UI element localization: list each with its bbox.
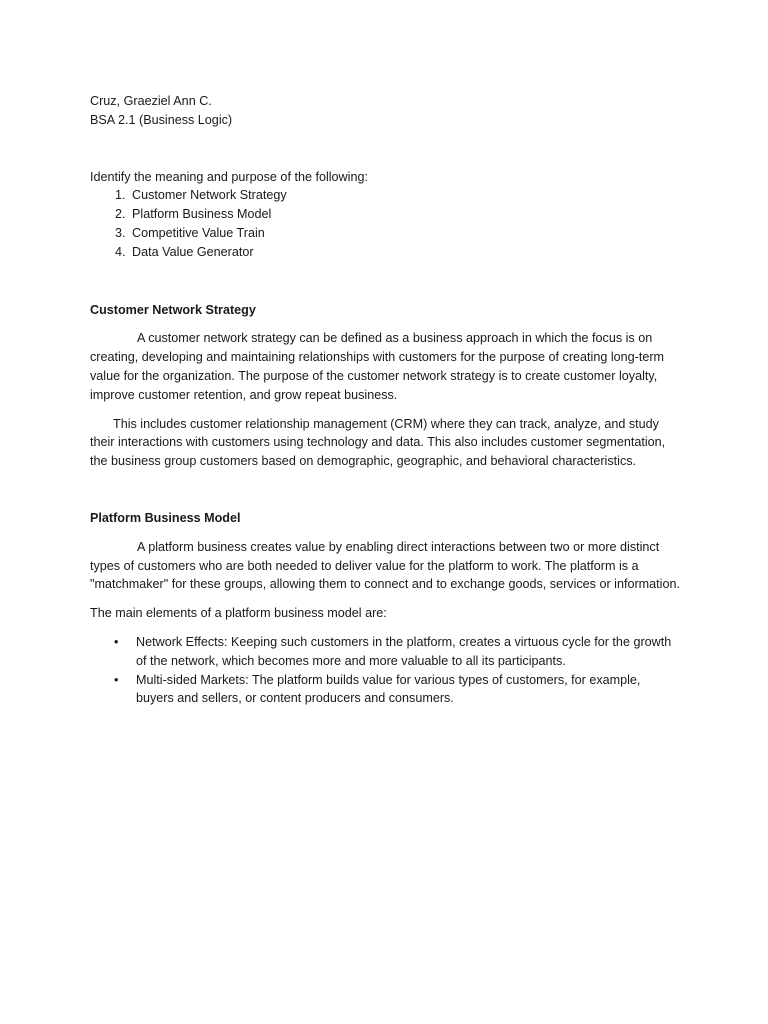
task-item-number: 1. (115, 188, 126, 203)
course-line: BSA 2.1 (Business Logic) (90, 112, 233, 127)
list-item (90, 671, 680, 709)
bullet-text: Multi-sided Markets: The platform builds value for various types of customers, for example, buyers and sellers, or content producers and consumers. (136, 672, 641, 706)
platform-elements-intro: The main elements of a platform business model are: (90, 606, 387, 621)
task-item (115, 224, 680, 243)
bullet-icon: • (114, 672, 119, 687)
task-item-text: Platform Business Model (132, 207, 272, 222)
task-item-number: 2. (115, 207, 126, 222)
task-item-text: Customer Network Strategy (132, 188, 287, 203)
task-item (115, 186, 680, 205)
author-name: Cruz, Graeziel Ann C. (90, 94, 212, 108)
bullet-icon: • (114, 634, 119, 649)
task-item (115, 205, 680, 224)
task-prompt: Identify the meaning and purpose of the following: (90, 169, 368, 184)
platform-elements-list (90, 633, 680, 708)
section-heading-customer-network: Customer Network Strategy (90, 302, 256, 317)
list-item (90, 633, 680, 671)
task-item-text: Competitive Value Train (132, 225, 265, 240)
task-item-number: 4. (115, 244, 126, 259)
task-item-text: Data Value Generator (132, 244, 254, 259)
task-list (90, 186, 680, 261)
section-heading-platform-model: Platform Business Model (90, 510, 241, 525)
platform-model-paragraph-1: A platform business creates value by enabling direct interactions between two or more distinct types of customers who are both needed to deliver value for the platform to work. The platform is a "matchmaker" for these groups, allowing them to connect and to exchange goods, services or information. (90, 539, 680, 592)
task-item (115, 243, 680, 262)
customer-network-paragraph-2: This includes customer relationship management (CRM) where they can track, analyze, and study their interactions with customers using technology and data. This also includes customer segmentation, the business group customers based on demographic, geographic, and behavioral characteristics. (90, 416, 666, 469)
customer-network-paragraph-1: A customer network strategy can be defined as a business approach in which the focus is on creating, developing and maintaining relationships with customers for the purpose of creating long-term value for the organization. The purpose of the customer network strategy is to create customer loyalty, improve customer retention, and grow repeat business. (90, 331, 665, 402)
document-body (90, 92, 680, 708)
task-item-number: 3. (115, 225, 126, 240)
bullet-text: Network Effects: Keeping such customers in the platform, creates a virtuous cycle for the growth of the network, which becomes more and more valuable to all its participants. (136, 634, 672, 668)
